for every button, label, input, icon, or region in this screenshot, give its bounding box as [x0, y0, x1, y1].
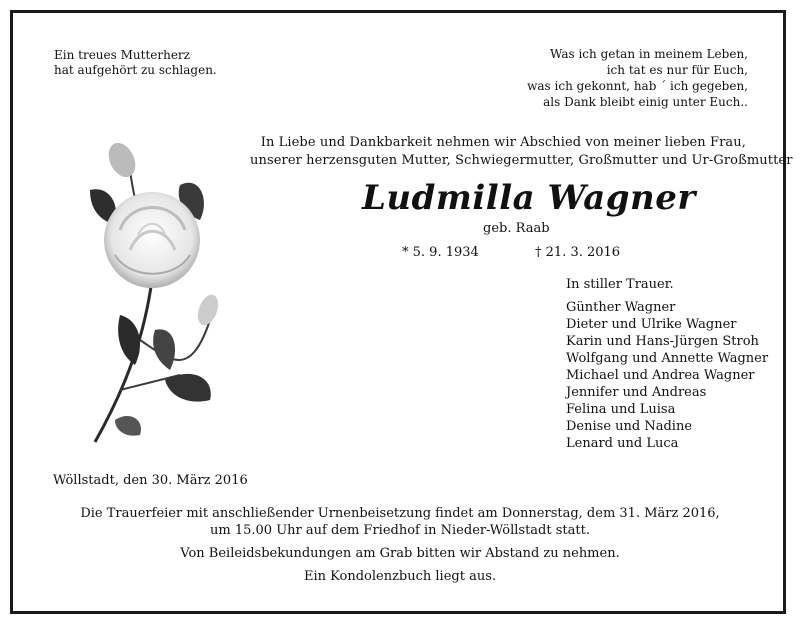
- footer-line: Ein Kondolenzbuch liegt aus.: [303, 569, 497, 584]
- quote-right-line: was ich gekonnt, hab ´ ich gegeben,: [527, 79, 748, 93]
- birth-date: * 5. 9. 1934: [402, 245, 479, 260]
- mourner: Dieter und Ulrike Wagner: [566, 317, 737, 332]
- quote-left-line: Ein treues Mutterherz: [54, 48, 190, 62]
- quote-right-line: ich tat es nur für Euch,: [606, 63, 748, 77]
- intro-line: unserer herzensguten Mutter, Schwiegermutter, Großmutter und Ur-Großmutter: [250, 153, 793, 168]
- footer-line: um 15.00 Uhr auf dem Friedhof in Nieder-Wöllstadt statt.: [210, 523, 590, 538]
- mourner: Wolfgang und Annette Wagner: [566, 351, 769, 366]
- intro-text: [250, 134, 793, 170]
- mourner: Michael und Andrea Wagner: [566, 368, 755, 383]
- death-date: † 21. 3. 2016: [535, 245, 621, 260]
- footer-line: Von Beileidsbekundungen am Grab bitten wir Abstand zu nehmen.: [180, 546, 620, 561]
- mourner: Denise und Nadine: [566, 419, 693, 434]
- intro-line: In Liebe und Dankbarkeit nehmen wir Abschied von meiner lieben Frau,: [260, 135, 746, 150]
- mourner: Felina und Luisa: [566, 402, 676, 417]
- quote-left-line: hat aufgehört zu schlagen.: [54, 63, 217, 77]
- quote-left: [54, 48, 217, 78]
- deceased-name: Ludmilla Wagner: [362, 178, 696, 218]
- mourner: Jennifer und Andreas: [566, 385, 707, 400]
- mourner: Lenard und Luca: [566, 436, 679, 451]
- mourners-header: In stiller Trauer.: [566, 277, 674, 292]
- quote-right-line: Was ich getan in meinem Leben,: [550, 47, 748, 61]
- mourner: Karin und Hans-Jürgen Stroh: [566, 334, 759, 349]
- maiden-name: geb. Raab: [483, 221, 550, 236]
- footer-text: [50, 505, 750, 585]
- quote-right-line: als Dank bleibt einig unter Euch..: [543, 95, 748, 109]
- rose-illustration: [60, 130, 250, 460]
- footer-line: Die Trauerfeier mit anschließender Urnenbeisetzung findet am Donnerstag, dem 31. März 2016,: [80, 506, 720, 521]
- mourner: Günther Wagner: [566, 300, 676, 315]
- quote-right: [527, 46, 748, 110]
- mourners-list: [566, 276, 768, 452]
- place-date: Wöllstadt, den 30. März 2016: [53, 473, 248, 488]
